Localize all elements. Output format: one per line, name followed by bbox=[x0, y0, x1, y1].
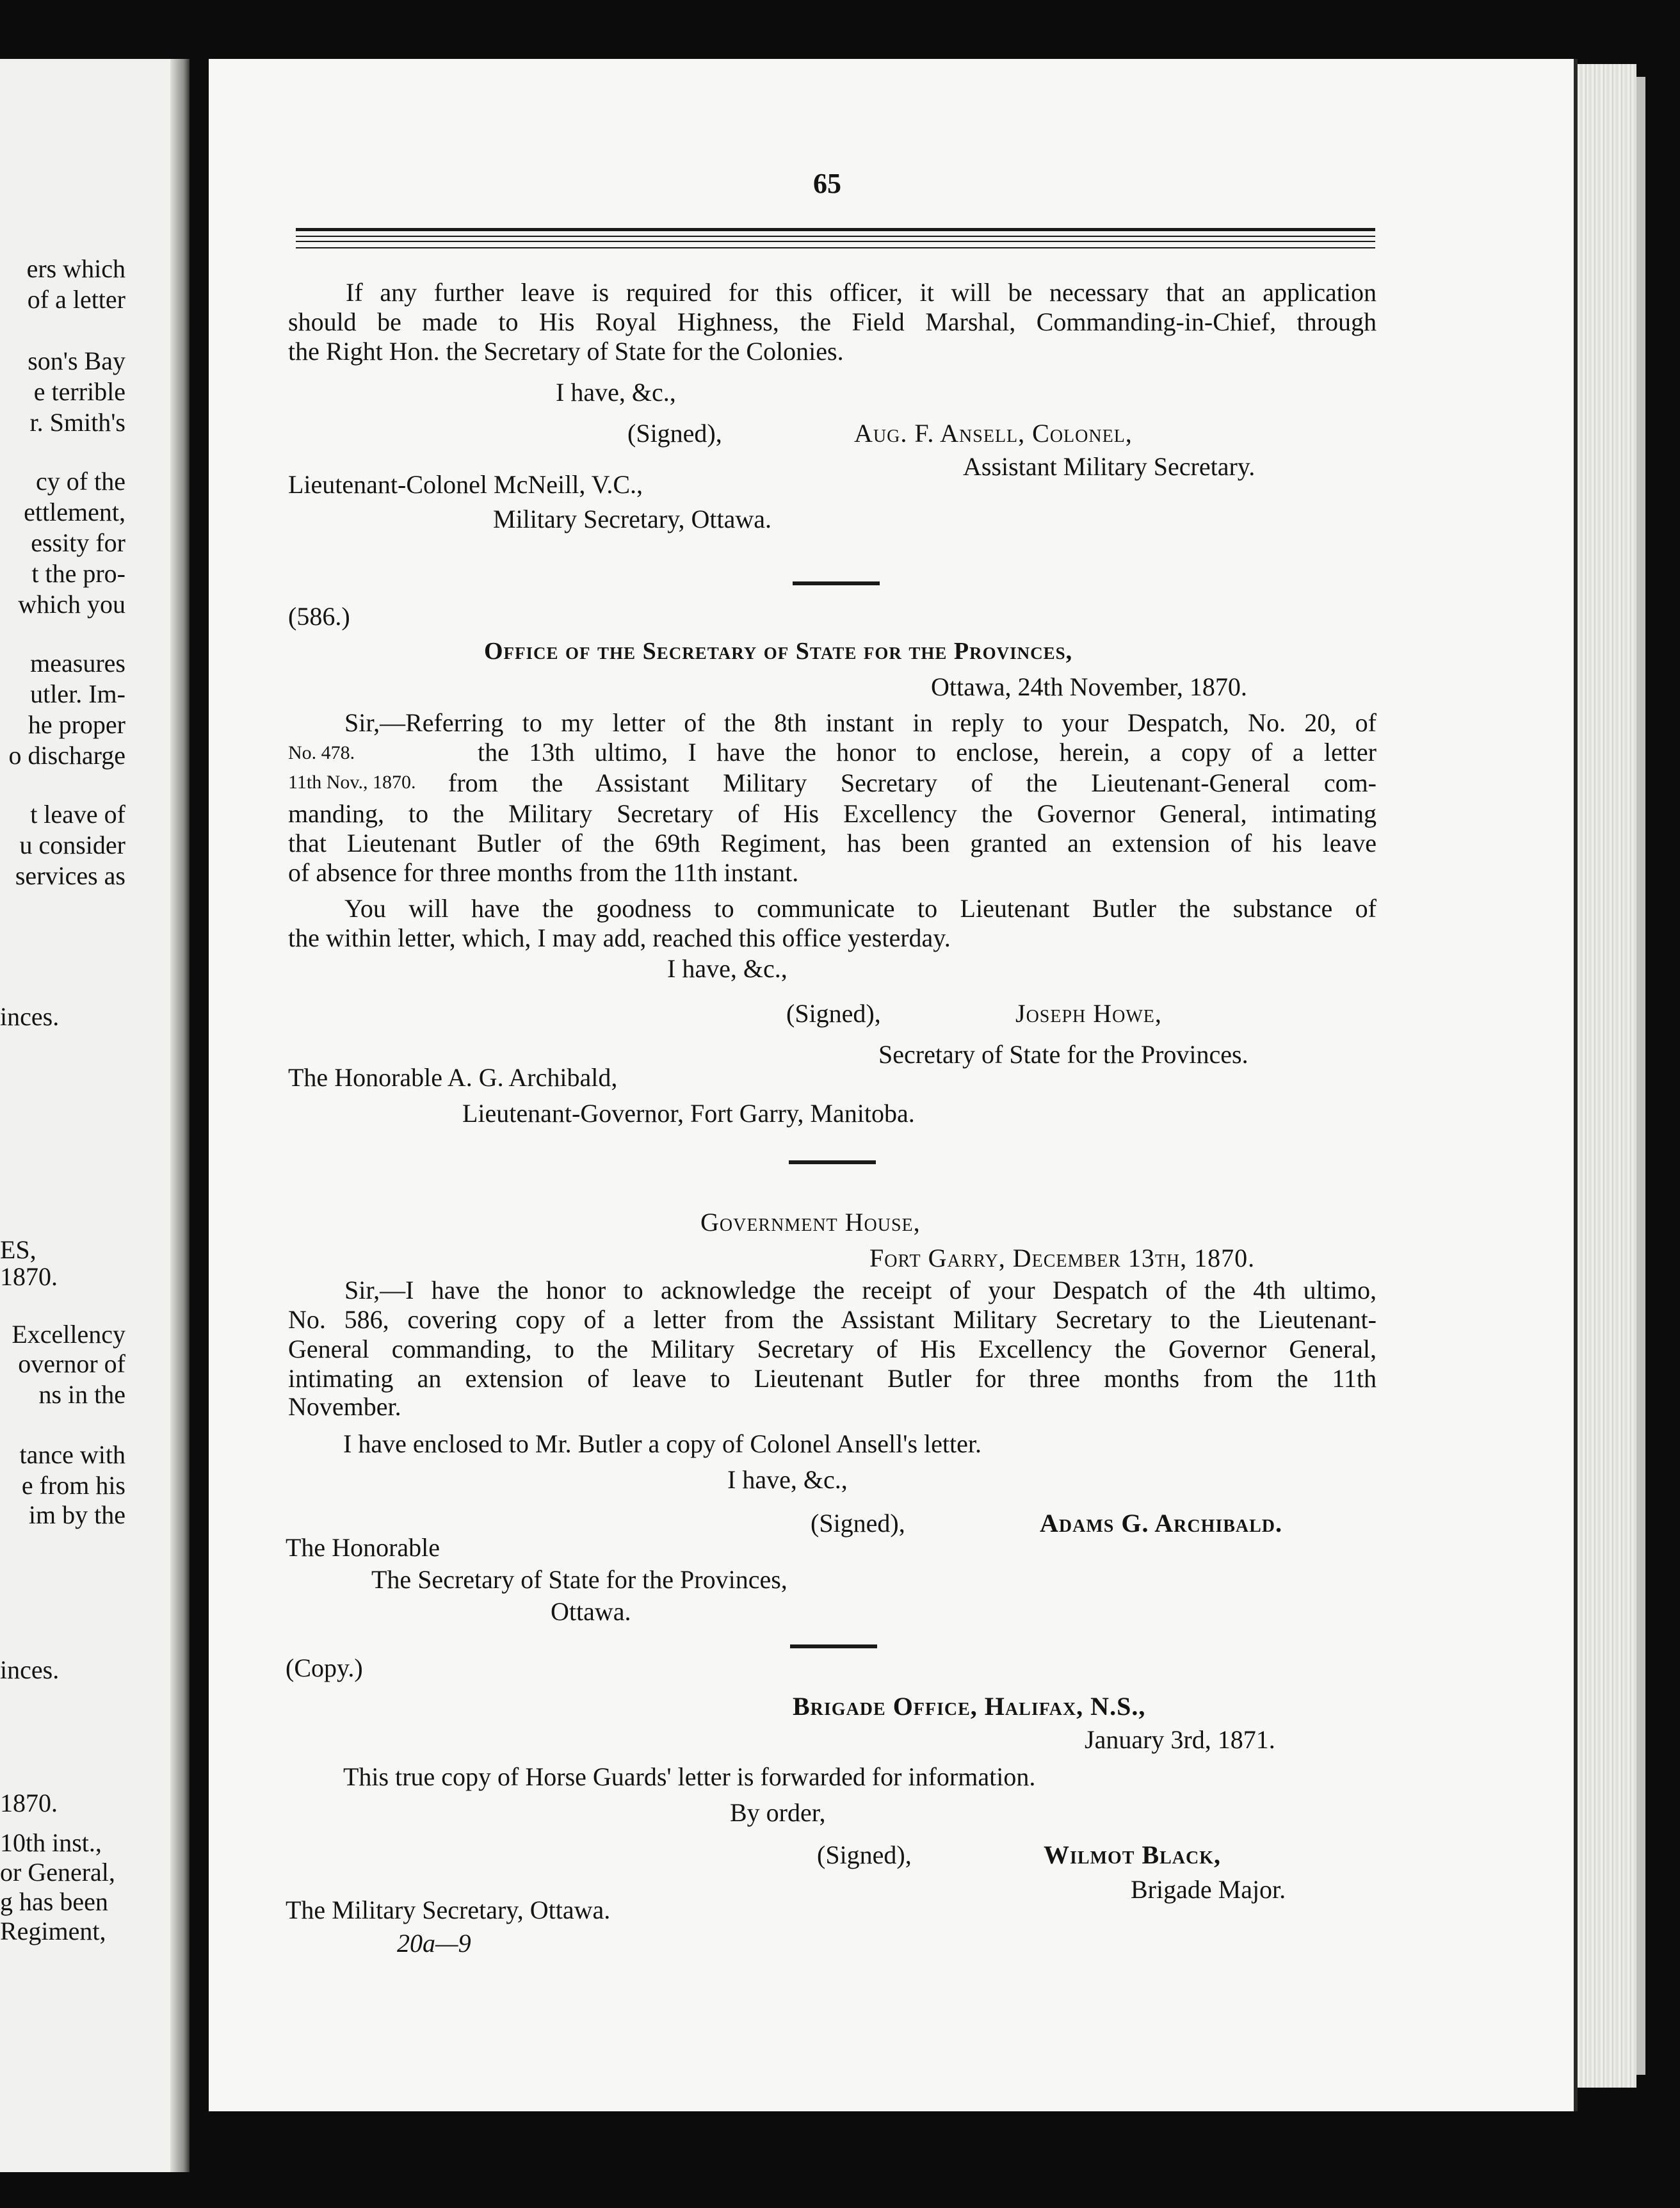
letter2-body-line: manding, to the Military Secretary of His Excellency the Governor General, intimating bbox=[288, 799, 1377, 828]
left-page-fragment: 10th inst., bbox=[0, 1828, 102, 1857]
letter3-body-line: November. bbox=[288, 1392, 401, 1421]
left-page-fragment: tance with bbox=[19, 1440, 125, 1469]
letter1-body-line: should be made to His Royal Highness, the Field Marshal, Commanding-in-Chief, through bbox=[288, 307, 1377, 336]
letter1-signed: (Signed), bbox=[627, 419, 722, 448]
letter4-place-date: January 3rd, 1871. bbox=[1085, 1725, 1275, 1754]
letter1-addressee: Lieutenant-Colonel McNeill, V.C., bbox=[288, 470, 643, 499]
letter3-addressee-line2: The Secretary of State for the Provinces, bbox=[371, 1565, 788, 1594]
letter3-addressee: The Honorable bbox=[286, 1533, 440, 1562]
left-page-fragment: inces. bbox=[0, 1002, 60, 1031]
letter4-addressee: The Military Secretary, Ottawa. bbox=[286, 1895, 611, 1924]
left-page-fragment: t the pro- bbox=[31, 559, 125, 588]
left-page-fragment: r. Smith's bbox=[29, 408, 125, 437]
letter3-signatory: Adams G. Archibald. bbox=[1040, 1509, 1283, 1538]
letter3-body-line: Sir,—I have the honor to acknowledge the receipt of your Despatch of the 4th ultimo, bbox=[344, 1276, 1377, 1304]
letter4-signatory: Wilmot Black, bbox=[1044, 1840, 1222, 1869]
page-number: 65 bbox=[813, 168, 841, 199]
left-page-fragment: t leave of bbox=[30, 800, 125, 829]
left-page-fragment: Regiment, bbox=[0, 1917, 106, 1945]
left-page-fragment: Excellency bbox=[12, 1320, 125, 1349]
left-page-gutter-shadow bbox=[170, 59, 190, 2172]
left-page-fragment: ers which bbox=[26, 254, 125, 283]
left-page-fragment: inces. bbox=[0, 1655, 60, 1684]
left-page-fragment: services as bbox=[15, 861, 125, 890]
letter2-signatory: Joseph Howe, bbox=[1015, 999, 1162, 1028]
letter3-body-line: I have enclosed to Mr. Butler a copy of Colonel Ansell's letter. bbox=[343, 1429, 981, 1458]
letter2-body-line: that Lieutenant Butler of the 69th Regiment, has been granted an extension of his leave bbox=[288, 829, 1377, 857]
left-page-fragment: ettlement, bbox=[24, 498, 125, 526]
page-stack-edges bbox=[1578, 64, 1636, 2088]
letter2-addressee-location: Lieutenant-Governor, Fort Garry, Manitoba. bbox=[462, 1099, 915, 1128]
left-page-fragment: e terrible bbox=[33, 377, 125, 406]
section-separator bbox=[793, 581, 880, 585]
letter3-body-line: No. 586, covering copy of a letter from the Assistant Military Secretary to the Lieutenant- bbox=[288, 1305, 1377, 1334]
letter1-addressee-location: Military Secretary, Ottawa. bbox=[493, 505, 772, 533]
left-page-fragment: overnor of bbox=[18, 1349, 125, 1378]
left-page-fragment: which you bbox=[18, 590, 125, 619]
letter2-heading: Office of the Secretary of State for the Provinces, bbox=[484, 638, 1073, 665]
left-facing-page bbox=[0, 59, 190, 2172]
section-separator bbox=[790, 1644, 877, 1648]
left-page-fragment: e from his bbox=[21, 1471, 125, 1500]
left-page-fragment: ns in the bbox=[38, 1380, 125, 1409]
letter2-closing: I have, &c., bbox=[667, 954, 788, 983]
header-rule-thick bbox=[296, 228, 1375, 231]
header-rule-thin bbox=[296, 247, 1375, 248]
left-page-fragment: g has been bbox=[0, 1887, 108, 1916]
letter4-signatory-title: Brigade Major. bbox=[1131, 1875, 1286, 1904]
letter3-signed: (Signed), bbox=[811, 1509, 905, 1538]
letter2-body-line: the within letter, which, I may add, reached this office yesterday. bbox=[288, 923, 951, 952]
left-page-fragment: utler. Im- bbox=[30, 679, 125, 708]
letter2-addressee: The Honorable A. G. Archibald, bbox=[288, 1063, 618, 1092]
letter1-signatory: Aug. F. Ansell, Colonel, bbox=[854, 419, 1133, 448]
letter3-body-line: General commanding, to the Military Secretary of His Excellency the Governor General, bbox=[288, 1335, 1377, 1363]
letter2-margin-note: 11th Nov., 1870. bbox=[288, 772, 416, 793]
letter3-place-date: Fort Garry, December 13th, 1870. bbox=[869, 1244, 1256, 1272]
left-page-fragment: u consider bbox=[19, 831, 125, 859]
letter2-number: (586.) bbox=[288, 602, 350, 631]
section-separator bbox=[789, 1160, 876, 1164]
letter3-closing: I have, &c., bbox=[727, 1465, 848, 1494]
page-stack-shadow bbox=[1636, 77, 1645, 2075]
letter4-closing: By order, bbox=[730, 1798, 826, 1827]
letter2-body-line: Sir,—Referring to my letter of the 8th instant in reply to your Despatch, No. 20, of bbox=[344, 708, 1377, 737]
header-rule-thin bbox=[296, 241, 1375, 242]
letter4-signed: (Signed), bbox=[817, 1840, 912, 1869]
left-page-fragment: he proper bbox=[28, 710, 125, 739]
letter1-closing: I have, &c., bbox=[556, 378, 676, 407]
letter3-body-line: intimating an extension of leave to Lieutenant Butler for three months from the 11th bbox=[288, 1364, 1377, 1393]
letter4-body: This true copy of Horse Guards' letter is forwarded for information. bbox=[343, 1762, 1036, 1791]
left-page-fragment: 1870. bbox=[0, 1789, 58, 1817]
letter3-heading: Government House, bbox=[700, 1208, 921, 1237]
letter3-addressee-location: Ottawa. bbox=[551, 1597, 631, 1626]
letter2-body-line: You will have the goodness to communicate to Lieutenant Butler the substance of bbox=[344, 894, 1377, 923]
header-rule-thin bbox=[296, 236, 1375, 237]
left-page-fragment: measures bbox=[30, 649, 125, 678]
letter2-body-line: of absence for three months from the 11th instant. bbox=[288, 858, 799, 887]
left-page-fragment: 1870. bbox=[0, 1262, 58, 1291]
letter2-body-line: the 13th ultimo, I have the honor to enclose, herein, a copy of a letter bbox=[478, 738, 1377, 767]
letter2-margin-note: No. 478. bbox=[288, 742, 355, 763]
left-page-fragment: of a letter bbox=[27, 285, 125, 314]
letter2-signatory-title: Secretary of State for the Provinces. bbox=[878, 1040, 1248, 1069]
left-page-fragment: cy of the bbox=[36, 467, 125, 496]
letter4-heading: Brigade Office, Halifax, N.S., bbox=[793, 1692, 1146, 1721]
letter2-signed: (Signed), bbox=[786, 999, 881, 1028]
left-page-fragment: essity for bbox=[31, 528, 125, 557]
left-page-fragment: o discharge bbox=[8, 741, 125, 770]
signature-mark: 20a—9 bbox=[397, 1929, 471, 1958]
left-page-fragment: or General, bbox=[0, 1858, 115, 1887]
left-page-fragment: im by the bbox=[28, 1500, 125, 1529]
left-page-fragment: ES, bbox=[0, 1235, 36, 1264]
letter4-copy-label: (Copy.) bbox=[286, 1653, 363, 1682]
letter2-place-date: Ottawa, 24th November, 1870. bbox=[931, 672, 1247, 701]
letter1-body-line: the Right Hon. the Secretary of State for the Colonies. bbox=[288, 337, 844, 366]
letter2-body-line: from the Assistant Military Secretary of the Lieutenant-General com- bbox=[448, 768, 1377, 797]
letter1-body-line: If any further leave is required for this officer, it will be necessary that an application bbox=[346, 278, 1377, 307]
letter1-signatory-title: Assistant Military Secretary. bbox=[963, 452, 1256, 481]
left-page-fragment: son's Bay bbox=[28, 346, 125, 375]
